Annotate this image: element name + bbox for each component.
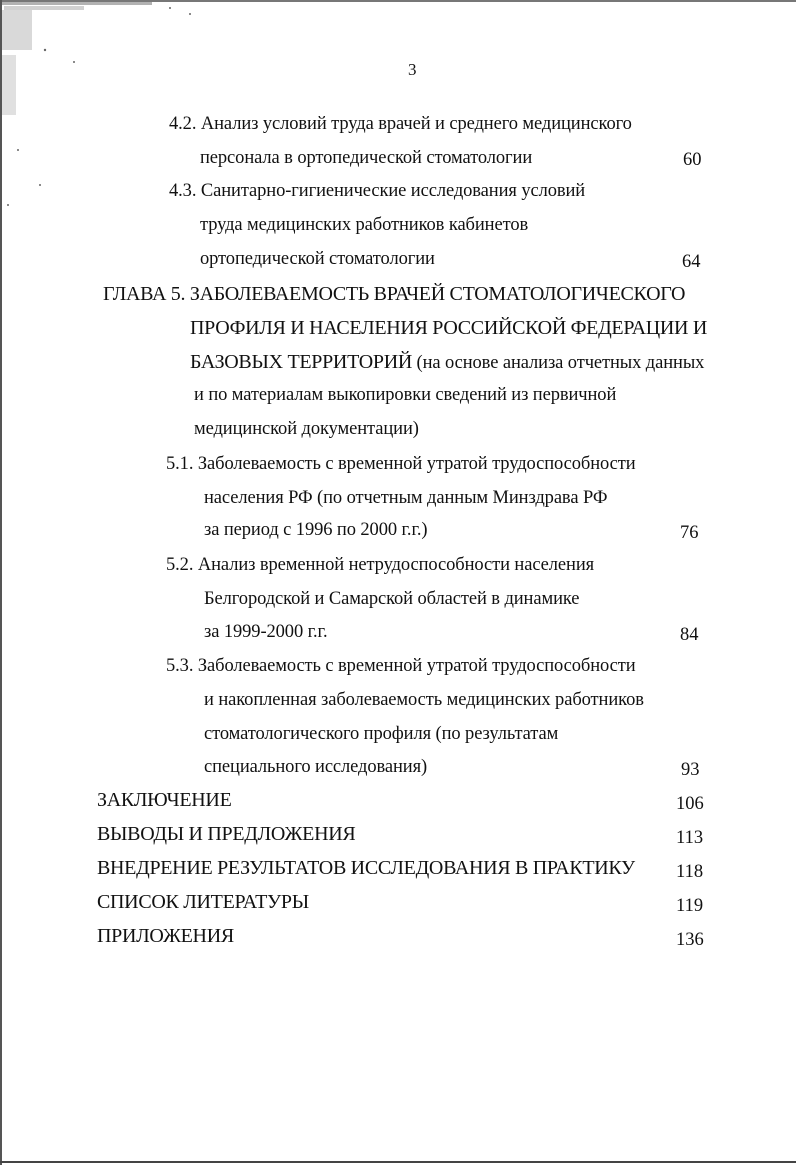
toc-page-bibliography: 119 bbox=[676, 896, 704, 916]
toc-page-findings: 113 bbox=[676, 828, 704, 848]
toc-page-4-3: 64 bbox=[682, 252, 701, 272]
toc-entry-4-3-line-1: 4.3. Санитарно-гигиенические исследования условий bbox=[169, 181, 586, 201]
toc-page-5-1: 76 bbox=[680, 523, 699, 543]
toc-appendices: ПРИЛОЖЕНИЯ bbox=[97, 925, 234, 947]
toc-implementation: ВНЕДРЕНИЕ РЕЗУЛЬТАТОВ ИССЛЕДОВАНИЯ В ПРАКТИКУ bbox=[97, 857, 635, 879]
toc-findings: ВЫВОДЫ И ПРЕДЛОЖЕНИЯ bbox=[97, 823, 356, 845]
toc-entry-5-1-line-1: 5.1. Заболеваемость с временной утратой трудоспособности bbox=[166, 454, 636, 474]
toc-entry-4-2-line-1: 4.2. Анализ условий труда врачей и среднего медицинского bbox=[169, 114, 632, 134]
toc-entry-5-3-line-1: 5.3. Заболеваемость с временной утратой трудоспособности bbox=[166, 656, 636, 676]
toc-chapter-5-line-3: БАЗОВЫХ ТЕРРИТОРИЙ bbox=[190, 351, 412, 373]
toc-entry-5-3-line-2: и накопленная заболеваемость медицинских работников bbox=[204, 690, 644, 710]
toc-page-5-2: 84 bbox=[680, 625, 699, 645]
toc-entry-4-3-line-2: труда медицинских работников кабинетов bbox=[200, 215, 529, 235]
toc-page-appendices: 136 bbox=[676, 930, 704, 950]
toc-entry-5-1-line-3: за период с 1996 по 2000 г.г.) bbox=[204, 520, 428, 540]
page-number: 3 bbox=[408, 60, 417, 79]
toc-page-implementation: 118 bbox=[676, 862, 704, 882]
toc-chapter-5-line-5: медицинской документации) bbox=[194, 419, 419, 439]
toc-conclusion: ЗАКЛЮЧЕНИЕ bbox=[97, 789, 232, 811]
toc-chapter-5-line-3-note: (на основе анализа отчетных данных bbox=[416, 353, 705, 373]
toc-chapter-5-line-1: ГЛАВА 5. ЗАБОЛЕВАЕМОСТЬ ВРАЧЕЙ СТОМАТОЛОГИЧЕСКОГО bbox=[103, 283, 686, 305]
toc-chapter-5-line-4: и по материалам выкопировки сведений из первичной bbox=[194, 385, 617, 405]
toc-page-conclusion: 106 bbox=[676, 794, 704, 814]
toc-page-5-3: 93 bbox=[681, 760, 700, 780]
scan-edge-bottom bbox=[0, 1161, 796, 1163]
toc-entry-5-1-line-2: населения РФ (по отчетным данным Минздрава РФ bbox=[204, 488, 608, 508]
toc-entry-5-2-line-3: за 1999-2000 г.г. bbox=[204, 622, 328, 642]
toc-chapter-5-line-2: ПРОФИЛЯ И НАСЕЛЕНИЯ РОССИЙСКОЙ ФЕДЕРАЦИИ И bbox=[190, 317, 708, 339]
toc-page-4-2: 60 bbox=[683, 150, 702, 170]
toc-bibliography: СПИСОК ЛИТЕРАТУРЫ bbox=[97, 891, 309, 913]
toc-entry-5-3-line-3: стоматологического профиля (по результатам bbox=[204, 724, 559, 744]
toc-entry-4-3-line-3: ортопедической стоматологии bbox=[200, 249, 435, 269]
toc-entry-5-2-line-2: Белгородской и Самарской областей в динамике bbox=[204, 589, 580, 609]
toc-entry-4-2-line-2: персонала в ортопедической стоматологии bbox=[200, 148, 533, 168]
toc-entry-5-2-line-1: 5.2. Анализ временной нетрудоспособности населения bbox=[166, 555, 595, 575]
toc-entry-5-3-line-4: специального исследования) bbox=[204, 757, 428, 777]
